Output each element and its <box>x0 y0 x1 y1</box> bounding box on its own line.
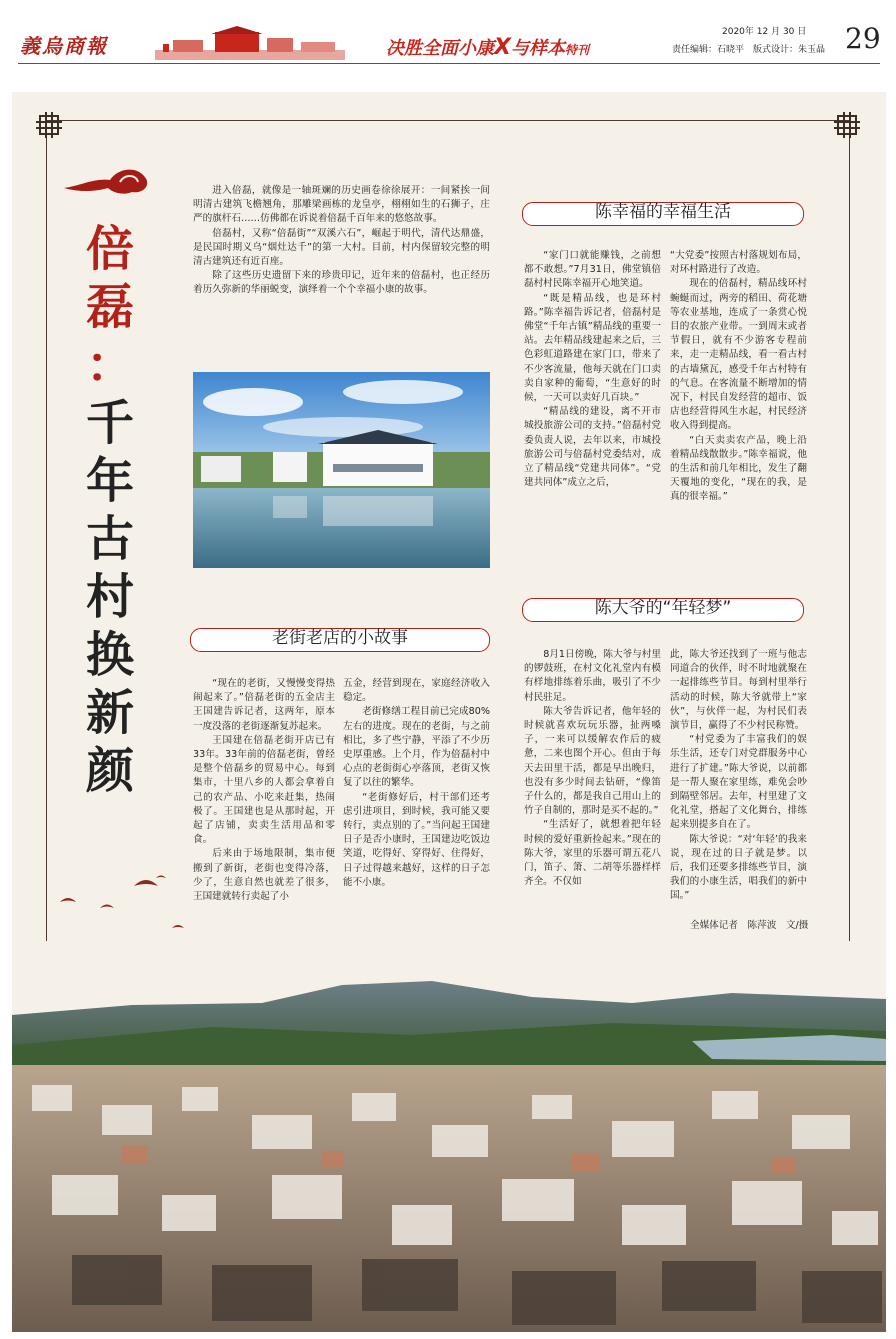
masthead-rule <box>18 63 880 64</box>
page-number: 29 <box>845 22 881 55</box>
chen-xingfu-column-1: “家门口就能赚钱，之前想都不敢想。”7月31日，佛堂镇倍磊村村民陈幸福开心地笑道。 “既是精品线，也是环村路。”陈幸福告诉记者，倍磊村是佛堂“千年古镇”精品线的重要一站。去年精品线建起来之后，三色彩虹道路建在家门口，带来了不少客流量，他每天就在门口卖卖自家种的葡萄，“生意好的时候，一天可以卖好几百块。” “精品线的建设，离不开市城投旅游公司的支持。”倍磊村党委负责人说，去年以来，市城投旅游公司与倍磊村党委结对，成立了精品线“党建共同体”。“党建共同体”成立之后， <box>524 250 661 489</box>
byline: 全媒体记者 陈萍波 文/摄 <box>690 920 809 931</box>
editor-credits: 责任编辑：石晓平 版式设计：朱玉晶 <box>672 45 826 55</box>
old-street-column-2: 五金，经营到现在，家庭经济收入稳定。 老街修缮工程目前已完成80%左右的进度。现在的老街，与之前相比，多了些宁静，平添了不少历史厚重感。上个月，作为倍磊村中心点的老街街心亭落顶，老街又恢复了以往的繁华。 “老街修好后，村干部们还考虑引进项目，到时候，我可能又要转行，卖点别的了。”当问起王国建日子是否小康时，王国建边吃饭边笑道，吃得好、穿得好、住得好，日子过得越来越好，这样的日子怎能不小康。 <box>343 678 490 888</box>
skyline-illustration <box>155 26 345 60</box>
uncle-chen-column-1: 8月1日傍晚，陈大爷与村里的锣鼓班，在村文化礼堂内有模有样地排练着乐曲，吸引了不少村民驻足。 陈大爷告诉记者，他年轻的时候就喜欢玩玩乐器，扯两嗓子，一来可以缓解农作后的疲惫，二来也图个开心。但由于每天去田里干活，都是早出晚归，也没有多少时间去钻研，“像笛子什么的，都是我自己用山上的竹子自制的，那时是买不起的。” “生活好了，就想着把年轻时候的爱好重新捡起来。”现在的陈大爷，家里的乐器可谓五花八门，笛子、箫、二胡等乐器样样齐全。不仅如 <box>524 649 661 888</box>
flying-birds-icon <box>60 874 210 944</box>
section-heading-chen-xingfu: 陈幸福的幸福生活 <box>522 194 804 230</box>
uncle-chen-column-2: 此，陈大爷还找到了一班与他志同道合的伙伴，时不时地就聚在一起排练些节目。每到村里举行活动的时候，陈大爷就带上“家伙”，与伙伴一起，为村民们表演节目，赢得了不少村民称赞。 “村党委为了丰富我们的娱乐生活，还专门对党群服务中心进行了扩建。”陈大爷说，以前都是一帮人聚在家里练，难免会吵到隔壁邻居。去年，村里建了文化礼堂，搭起了文化舞台，排练起来别提多自在了。 陈大爷说：“对‘年轻’的我来说，现在过的日子就是梦。以后，我们还要多排练些节目，演我们的小康生活，唱我们的新中国。” <box>670 649 807 902</box>
chinese-knot-icon <box>832 110 862 140</box>
chen-xingfu-column-2: “大党委”按照古村落规划布局，对环村路进行了改造。 现在的倍磊村，精品线环村蜿蜒而过，两旁的稻田、荷花塘等农业基地，连成了一条赏心悦目的农旅产业带。一到周末或者节假日，就有不少游客专程前来，走一走精品线，看一看古村的古墙黛瓦，感受千年古村特有的气息。在客流量不断增加的情况下，村民自发经营的超市、饭店也经营得风生水起，村民经济收入得到提高。 “白天卖卖农产品，晚上沿着精品线散散步。”陈幸福说，他的生活和前几年相比，发生了翻天覆地的变化，“现在的我，是真的很幸福。” <box>670 250 807 503</box>
village-photo <box>193 372 490 568</box>
old-street-column-1: “现在的老街，又慢慢变得热闹起来了。”倍磊老街的五金店主王国建告诉记者，这两年，原本一度没落的老街逐渐复苏起来。 王国建在倍磊老街开店已有33年。33年前的倍磊老街，曾经是整个倍磊乡的贸易中心。每到集市，十里八乡的人都会拿着自己的农产品、小吃来赶集，热闹极了。王国建也是从那时起，开起了店铺，卖卖生活用品和零食。 后来由于场地限制，集市便搬到了新街，老街也变得冷落，少了，生意自然也就差了很多，王国建就转行卖起了小 <box>193 678 335 903</box>
auspicious-cloud-icon <box>60 158 152 196</box>
masthead <box>0 0 896 70</box>
feature-title: 倍磊 ： 千年古村换新颜 <box>85 221 134 799</box>
special-edition-title: 决胜全面小康X与样本特刊 <box>386 35 589 60</box>
chinese-knot-icon <box>34 110 64 140</box>
section-heading-uncle-chen: 陈大爷的“年轻梦” <box>522 590 804 626</box>
section-heading-old-street: 老街老店的小故事 <box>190 620 490 656</box>
intro-text: 进入倍磊，就像是一轴斑斓的历史画卷徐徐展开：一间紧挨一间明清古建筑飞檐翘角，那雕梁画栋的龙皇亭，栩栩如生的石狮子，庄严的旗杆石……仿佛都在诉说着倍磊千百年来的悠悠故事。 倍磊村，又称“倍磊街”“双溪六石”，崛起于明代，清代达鼎盛，是民国时期义乌“烟灶达千”的第一大村。目前，村内保留较完整的明清古建筑还有近百座。 除了这些历史遗留下来的珍贵印记，近年来的倍磊村，也正经历着历久弥新的华丽蜕变，演绎着一个个幸福小康的故事。 <box>193 185 490 296</box>
newspaper-logo: 義烏商報 <box>20 34 108 58</box>
village-aerial-photo <box>12 975 886 1332</box>
issue-date: 2020年 12 月 30 日 <box>722 27 807 37</box>
